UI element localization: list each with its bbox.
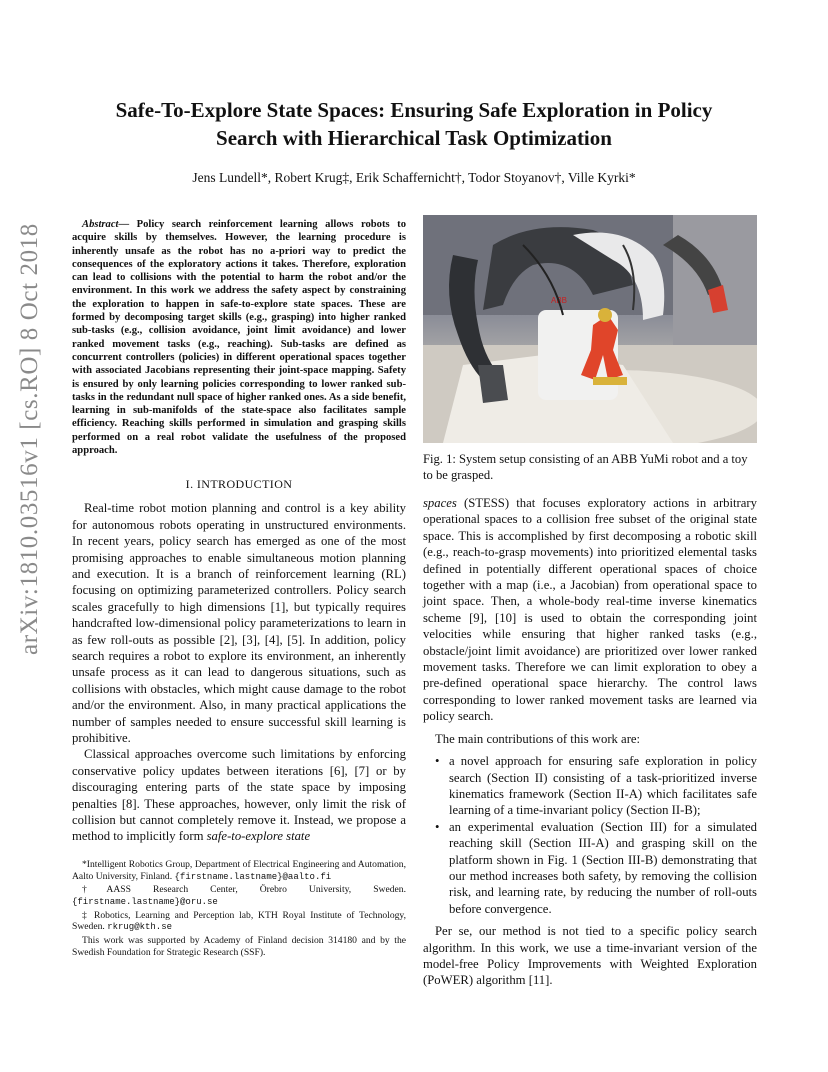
contributions-intro: The main contributions of this work are: (435, 731, 641, 746)
footnote-aalto-email: {firstname.lastname}@aalto.fi (174, 871, 332, 882)
intro-paragraph-2-text: Classical approaches overcome such limitations by enforcing conservative policy updates between iterations [6], [7] or by discouraging entering parts of the state space by imposing penalties [8]. These approaches, however, only limit the risk of collision but cannot completely remove it. Instead, we propose a method to implicitly form (72, 747, 406, 844)
title-line-1: Safe-To-Explore State Spaces: Ensuring Safe Exploration in Policy (115, 98, 713, 122)
left-column (72, 218, 406, 960)
figure-robot-photo (423, 215, 757, 443)
footnotes (72, 859, 406, 959)
abstract-label: Abstract (82, 219, 119, 230)
abstract (72, 218, 406, 457)
right-paragraph-1-emphasis: spaces (423, 496, 457, 510)
list-item: • an experimental evaluation (Section III) for a simulated reaching skill (Section III-A) and grasping skill on the platform shown in Fig. 1 (Section III-B) demonstrating that our method increases both safety, by removing the collision risk, and learning rate, by reducing the number of roll-outs before convergence. (423, 819, 757, 917)
section-heading-introduction: I. INTRODUCTION (185, 477, 293, 492)
footnote-aalto (72, 859, 406, 883)
footnote-funding: This work was supported by Academy of Finland decision 314180 and by the Swedish Foundation for Strategic Research (SSF). (72, 935, 406, 958)
arxiv-stamp: arXiv:1810.03516v1 [cs.RO] 8 Oct 2018 (16, 223, 43, 655)
intro-paragraph-2-emphasis: safe-to-explore state (206, 829, 311, 844)
figure-caption: Fig. 1: System setup consisting of an ABB YuMi robot and a toy to be grasped. (423, 452, 748, 482)
title-line-2: Search with Hierarchical Task Optimization (216, 126, 612, 150)
abstract-text: — Policy search reinforcement learning allows robots to acquire skills by themselves. However, the learning procedure is inherently unsafe as the robot has no a-priori way to predict the consequences of the exploratory actions it takes. Therefore, exploration can lead to collisions with the potential to harm the robot and/or the environment. In this work we address the safety aspect by constraining the exploration to happen in safe-to-explore state spaces. These are formed by decomposing target skills (e.g., grasping) into higher ranked sub-tasks (e.g., collision avoidance, joint limit avoidance) and lower ranked movement tasks (e.g., reaching). Sub-tasks are defined as concurrent controllers (policies) in different operational spaces together with associated Jacobians representing their joint-space mapping. Safety is ensured by only learning policies corresponding to lower ranked sub-tasks in the redundant null space of higher ranked ones. As a side benefit, learning in sub-manifolds of the state-space also facilitates sample efficiency. Reaching skills performed in simulation and grasping skills performed on a real robot validate the usefulness of the proposed approach. (72, 219, 406, 457)
right-paragraph-1-text: (STESS) that focuses exploratory actions in arbitrary operational spaces to a collision free subset of the original state space. This is accomplished by first decomposing a robotic skill (e.g., reach-to-grasp movements) into prioritized elemental tasks defined in potentially different operational spaces of choice together with a map (i.e., a Jacobian) from operational space to joint space. Then, a whole-body real-time inverse kinematics scheme [9], [10] is used to obtain the corresponding joint velocities while ensuring that higher ranked tasks (e.g., obstacle/joint limit avoidance) are prioritized over lower ranked movement tasks. Therefore we can limit exploration to obey a pre-defined operational space hierarchy. The control laws corresponding to lower ranked movement tasks are learned via policy search. (423, 496, 757, 724)
right-paragraph-1 (423, 495, 757, 725)
intro-paragraph-2 (72, 746, 406, 844)
footnote-oru-email: {firstname.lastname}@oru.se (72, 896, 218, 907)
abb-logo: ABB (551, 296, 568, 305)
right-column (423, 215, 757, 989)
footnote-kth (72, 910, 406, 934)
authors: Jens Lundell*, Robert Krug‡, Erik Schaffernicht†, Todor Stoyanov†, Ville Kyrki* (192, 170, 636, 185)
right-paragraph-2: Per se, our method is not tied to a specific policy search algorithm. In this work, we use a time-invariant version of the model-free Policy Improvements with Weighted Exploration (PoWER) algorithm [11]. (423, 924, 757, 988)
intro-paragraph-1: Real-time robot motion planning and control is a key ability for autonomous robots operating in unstructured environments. In recent years, policy search has emerged as one of the most promising approaches to enable simultaneous motion planning and execution. It is a branch of reinforcement learning (RL) focusing on optimizing parameterized controllers. Policy search scales gracefully to high dimensions [1], but typically requires handcrafted low-dimensional policy parameterizations to learn in as few roll-outs as possible [2], [3], [4], [5]. In addition, policy search requires a robot to explore its environment, an inherently unsafe process as it can lead to dangerous situations, such as collisions with obstacles, which might cause damage to the robot and/or the environment. Also, in many practical applications the number of samples needed to ensure successful skill learning is prohibitive. (72, 501, 406, 746)
footnote-oru-text: †AASS Research Center, Örebro University, Sweden. (82, 884, 406, 896)
list-item: • a novel approach for ensuring safe exploration in policy search (Section II) consisting of a task-prioritized inverse kinematics framework (Section II-A) which facilitates safe learning of a time-invariant policy (Section II-B); (423, 753, 757, 819)
page-title (60, 96, 768, 152)
robot-photo-illustration (423, 215, 757, 443)
footnote-kth-text: ‡ Robotics, Learning and Perception lab, KTH Royal Institute of Technology, Sweden. (72, 909, 406, 933)
contributions-list (423, 753, 757, 917)
footnote-aalto-text: *Intelligent Robotics Group, Department of Electrical Engineering and Automation, Aalto University, Finland. (72, 858, 406, 882)
footnote-kth-email: rkrug@kth.se (107, 922, 172, 933)
footnote-oru (72, 884, 406, 908)
